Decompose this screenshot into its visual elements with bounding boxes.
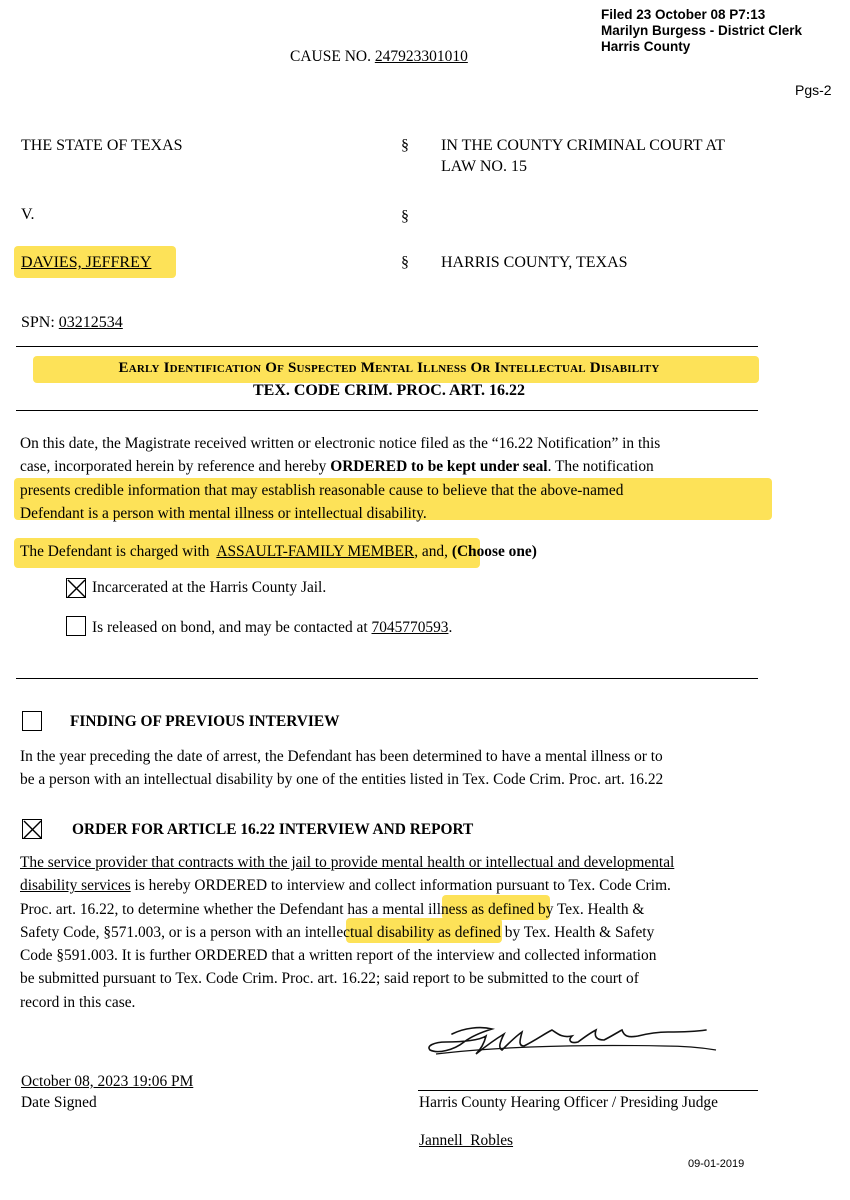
order-line-5: Code §591.003. It is further ORDERED that a written report of the interview and collected information (20, 947, 657, 965)
choose-one: (Choose one) (451, 543, 537, 560)
filing-county: Harris County (601, 39, 691, 54)
notice-line-2 (20, 455, 758, 478)
incarcerated-checkbox[interactable] (66, 578, 86, 598)
notice-line-1: On this date, the Magistrate received written or electronic notice filed as the “16.22 Notification” in this (20, 435, 661, 452)
county-state: HARRIS COUNTY, TEXAS (441, 254, 628, 271)
defendant-name: DAVIES, JEFFREY (21, 254, 152, 271)
notice-line-2a: case, incorporated herein by reference and hereby (20, 458, 327, 476)
district-clerk: Marilyn Burgess - District Clerk (601, 23, 803, 38)
checkmark-x-icon (23, 820, 43, 840)
heading-bottom-rule (16, 410, 758, 411)
charge-suffix: , and, (414, 543, 452, 560)
heading-top-rule (16, 346, 758, 347)
court-line-2: LAW NO. 15 (441, 158, 527, 175)
hearing-officer-label: Harris County Hearing Officer / Presiding Judge (419, 1094, 718, 1111)
incarcerated-label: Incarcerated at the Harris County Jail. (92, 579, 327, 596)
order-line-1: The service provider that contracts with the jail to provide mental health or intellectual and developmental (20, 854, 675, 871)
released-phone: 7045770593 (371, 619, 449, 636)
order-line-6: be submitted pursuant to Tex. Code Crim. Proc. art. 16.22; said report to be submitted to the court of (20, 970, 639, 988)
spn-label: SPN: (21, 314, 55, 331)
filing-stamp (601, 7, 802, 55)
spn-value: 03212534 (58, 314, 123, 331)
released-end: . (448, 619, 453, 636)
order-provider-services: disability services (20, 877, 131, 895)
date-signed-label: Date Signed (21, 1094, 97, 1111)
order-line-3 (20, 898, 758, 921)
order-paragraph (20, 851, 758, 1014)
charge-line (20, 543, 537, 561)
form-revision-date: 09-01-2019 (688, 1158, 745, 1170)
released-label (92, 619, 452, 637)
order-checkbox[interactable] (22, 819, 42, 839)
notice-line-4: Defendant is a person with mental illness or intellectual disability. (20, 504, 427, 522)
finding-paragraph (20, 745, 758, 792)
order-line-3a: Proc. art. 16.22, to determine whether the Defendant has a (20, 900, 379, 918)
order-mental-illness: mental illness (382, 900, 468, 918)
filing-date: Filed 23 October 08 P7:13 (601, 7, 766, 22)
versus: V. (21, 206, 35, 223)
judge-name: Jannell_Robles (419, 1132, 514, 1149)
order-line-7: record in this case. (20, 993, 136, 1011)
document-title: Early Identification Of Suspected Mental Illness Or Intellectual Disability (118, 360, 660, 376)
signature-rule (418, 1090, 758, 1091)
charge-prefix: The Defendant is charged with (20, 543, 210, 560)
checkmark-x-icon (67, 579, 87, 599)
finding-title: FINDING OF PREVIOUS INTERVIEW (70, 713, 340, 730)
order-line-3c: as defined by Tex. Health & (471, 900, 645, 918)
document-subtitle: TEX. CODE CRIM. PROC. ART. 16.22 (252, 382, 526, 399)
notice-seal-order: ORDERED to be kept under seal (330, 458, 548, 476)
section-sign-1: § (401, 137, 409, 154)
notice-line-2c: . The notification (547, 458, 654, 476)
order-intellectual-disability: intellectual disability (304, 923, 435, 941)
notice-line-3: presents credible information that may establish reasonable cause to believe that the above-named (20, 481, 624, 499)
finding-line-1: In the year preceding the date of arrest, the Defendant has been determined to have a mental illness or to (20, 748, 663, 765)
spn (21, 312, 123, 333)
finding-checkbox[interactable] (22, 711, 42, 731)
cause-value: 247923301010 (374, 48, 468, 65)
order-title: ORDER FOR ARTICLE 16.22 INTERVIEW AND REPORT (72, 821, 474, 838)
order-line-4c: as defined by Tex. Health & Safety (438, 923, 655, 941)
notice-paragraph (20, 432, 758, 525)
order-line-2 (20, 874, 758, 897)
charge-offense: ASSAULT-FAMILY MEMBER (216, 543, 415, 560)
state-of-texas: THE STATE OF TEXAS (21, 137, 183, 154)
page-count: Pgs-2 (795, 82, 832, 98)
released-checkbox[interactable] (66, 616, 86, 636)
order-line-2b: is hereby ORDERED to interview and collect information pursuant to Tex. Code Crim. (130, 877, 671, 895)
cause-number (290, 48, 468, 66)
released-text: Is released on bond, and may be contacted at (92, 619, 368, 636)
finding-line-2: be a person with an intellectual disability by one of the entities listed in Tex. Code Crim. Proc. art. 16.22 (20, 771, 664, 789)
section-sign-2: § (401, 208, 409, 225)
judge-signature (424, 1020, 724, 1070)
section-rule (16, 678, 758, 679)
court-name (441, 135, 725, 177)
date-signed-value: October 08, 2023 19:06 PM (21, 1073, 194, 1090)
order-line-4 (20, 921, 758, 944)
section-sign-3: § (401, 254, 409, 271)
court-line-1: IN THE COUNTY CRIMINAL COURT AT (441, 137, 725, 154)
order-line-4a: Safety Code, §571.003, or is a person with an (20, 923, 301, 941)
cause-label: CAUSE NO. (290, 48, 371, 65)
